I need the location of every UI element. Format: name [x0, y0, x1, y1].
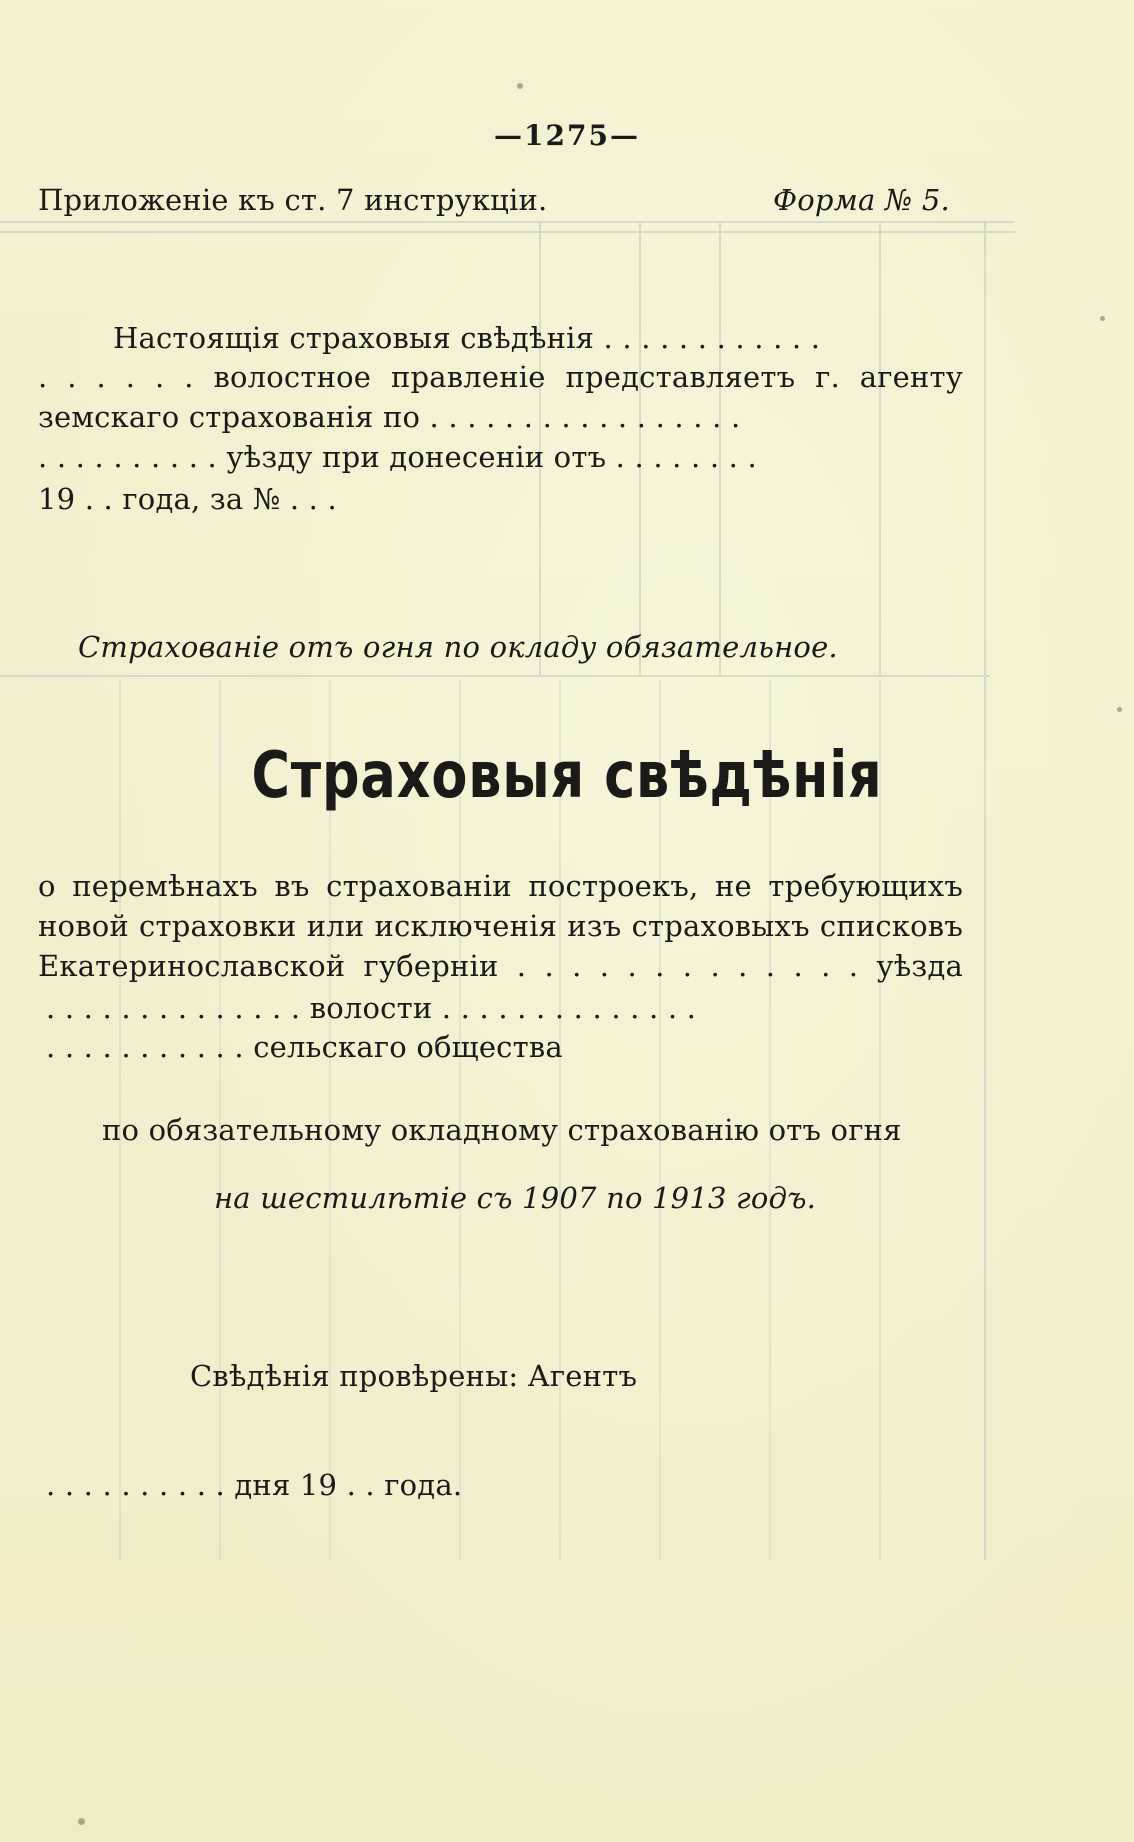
body-line-4: . . . . . . . . . . . . . . волости . . . . . . . . . . . . . .	[46, 991, 697, 1025]
page-number: —1275—	[494, 119, 640, 152]
date-line: . . . . . . . . . . дня 19 . . года.	[46, 1468, 463, 1502]
body-line-3: Екатеринославской губерніи . . . . . . . . . . . . . уѣзда	[38, 949, 963, 983]
page-title: Страховыя свѣдѣнія	[251, 739, 883, 813]
intro-line-3: земскаго страхованія по . . . . . . . . . . . . . . . . .	[38, 400, 741, 434]
body-line-2: новой страховки или исключенія изъ страховыхъ списковъ	[38, 909, 963, 943]
intro-line-4: . . . . . . . . . . уѣзду при донесеніи отъ . . . . . . . .	[38, 440, 757, 474]
form-number: Форма № 5.	[773, 183, 950, 217]
appendix-reference: Приложеніе къ ст. 7 инструкціи.	[38, 183, 548, 217]
intro-line-1: Настоящія страховыя свѣдѣнія . . . . . . . . . . . .	[113, 321, 821, 355]
body-line-5: . . . . . . . . . . . сельскаго общества	[46, 1030, 563, 1064]
verified-by-agent: Свѣдѣнія провѣрены: Агентъ	[190, 1359, 638, 1393]
mandatory-insurance-line: по обязательному окладному страхованію отъ огня	[102, 1113, 902, 1147]
intro-line-2: . . . . . . волостное правленіе представляетъ г. агенту	[38, 360, 963, 394]
paper-speck	[1100, 316, 1105, 321]
paper-speck	[1117, 707, 1122, 712]
body-line-1: о перемѣнахъ въ страхованіи построекъ, не требующихъ	[38, 869, 963, 903]
period-line: на шестилѣтіе съ 1907 по 1913 годъ.	[214, 1181, 817, 1215]
insurance-type: Страхованіе отъ огня по окладу обязательное.	[78, 630, 838, 664]
intro-line-5: 19 . . года, за № . . .	[38, 482, 337, 516]
paper-speck	[78, 1818, 85, 1825]
paper-speck	[517, 83, 523, 89]
